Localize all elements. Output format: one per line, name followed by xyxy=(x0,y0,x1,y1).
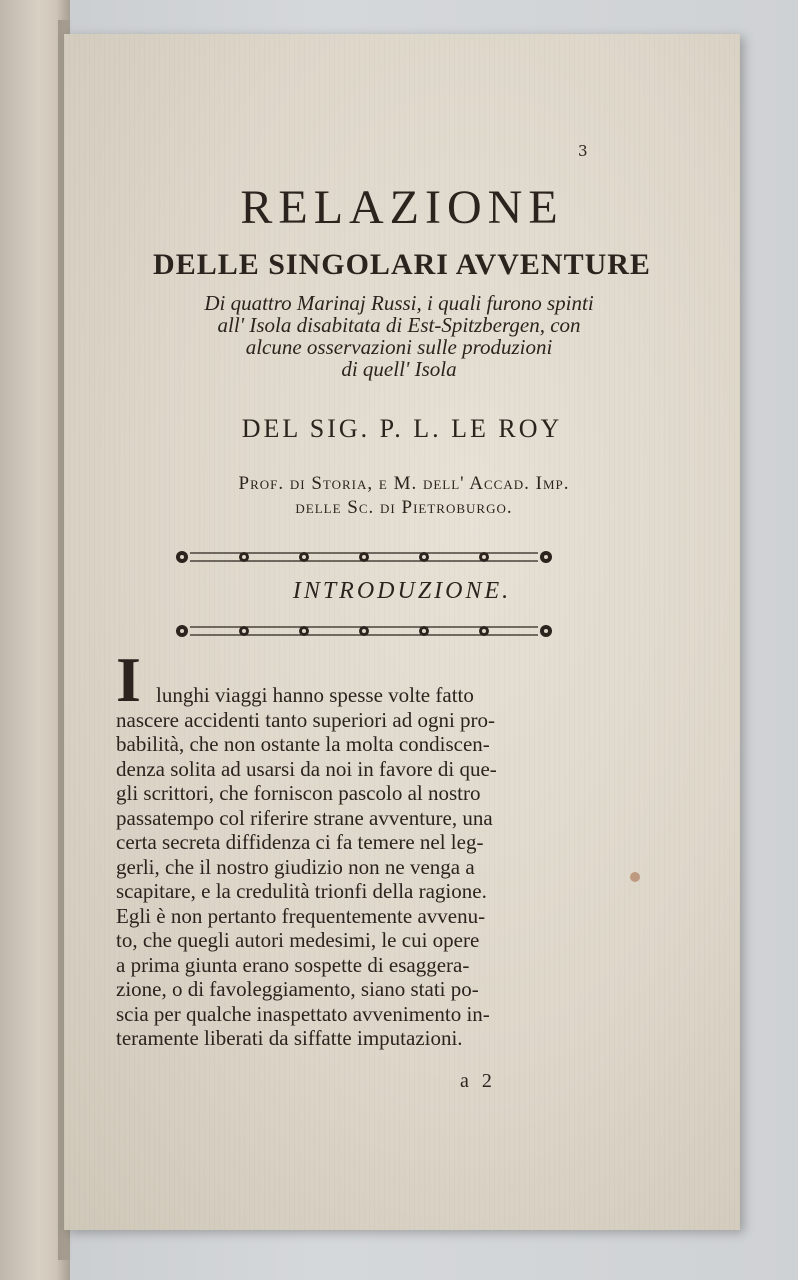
drop-cap: I xyxy=(116,644,141,715)
affiliation-line: Prof. di Storia, e M. dell' Accad. Imp. xyxy=(238,473,570,494)
book-page xyxy=(64,34,740,1230)
description-line: Di quattro Marinaj Russi, i quali furono spinti xyxy=(204,291,594,315)
body-line: passatempo col riferire strane avventure, una xyxy=(116,805,493,830)
paper-stain xyxy=(630,872,640,882)
page-title: RELAZIONE xyxy=(240,181,564,234)
body-line: a prima giunta erano sospette di esaggera- xyxy=(116,952,470,977)
body-line: nascere accidenti tanto superiori ad ogni pro- xyxy=(116,707,496,732)
body-line: babilità, che non ostante la molta condiscen- xyxy=(116,732,490,756)
body-line: teramente liberati da siffatte imputazioni. xyxy=(116,1026,463,1050)
body-line: Egli è non pertanto frequentemente avvenu- xyxy=(116,903,486,928)
body-line: denza solita ad usarsi da noi in favore di que- xyxy=(116,756,497,781)
page-number: 3 xyxy=(578,142,588,160)
body-line: gli scrittori, che forniscon pascolo al nostro xyxy=(116,781,481,805)
signature-mark: a 2 xyxy=(460,1070,496,1092)
ornament-rule-bottom xyxy=(174,620,554,642)
description-line: all' Isola disabitata di Est-Spitzbergen, con xyxy=(217,313,581,337)
body-paragraph xyxy=(116,683,622,1051)
description-line: di quell' Isola xyxy=(341,357,457,381)
body-line: certa secreta diffidenza ci fa temere nel leg- xyxy=(116,830,484,854)
page-subtitle: DELLE SINGOLARI AVVENTURE xyxy=(153,248,651,281)
body-line: lunghi viaggi hanno spesse volte fatto xyxy=(156,683,474,707)
author-affiliation xyxy=(104,472,704,520)
body-line: to, che quegli autori medesimi, le cui opere xyxy=(116,928,480,952)
affiliation-line: delle Sc. di Pietroburgo. xyxy=(295,497,513,518)
introduction-heading: INTRODUZIONE. xyxy=(292,578,512,604)
description-line: alcune osservazioni sulle produzioni xyxy=(245,335,553,359)
body-line: gerli, che il nostro giudizio non ne venga a xyxy=(116,854,475,879)
author-line: DEL SIG. P. L. LE ROY xyxy=(241,414,563,443)
body-line: zione, o di favoleggiamento, siano stati po- xyxy=(116,977,479,1001)
body-line: scia per qualche inaspettato avvenimento in- xyxy=(116,1001,490,1026)
title-description xyxy=(104,292,694,380)
body-line: scapitare, e la credulità trionfi della ragione. xyxy=(116,879,487,903)
ornament-rule-top xyxy=(174,546,554,568)
